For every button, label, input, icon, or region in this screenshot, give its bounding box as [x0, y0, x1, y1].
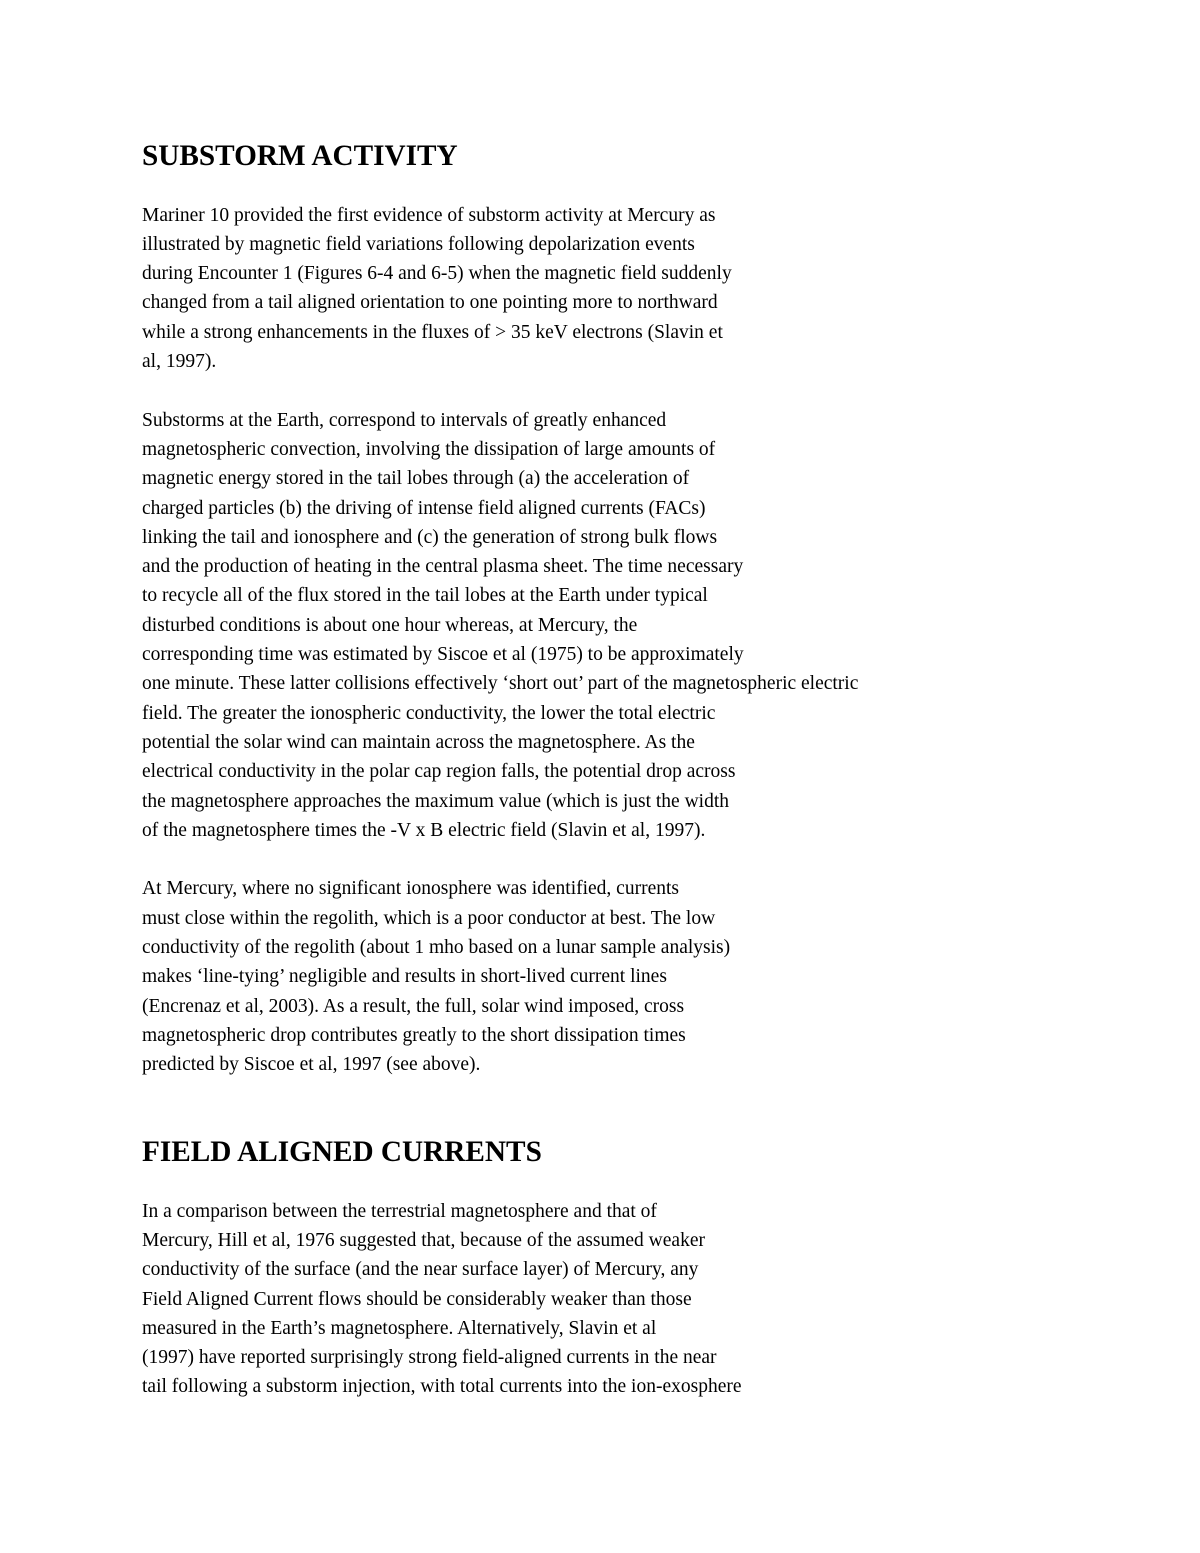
paragraph-mariner-evidence — [142, 201, 1142, 377]
text-line: conductivity of the surface (and the near surface layer) of Mercury, any — [142, 1259, 699, 1281]
text-line: magnetospheric convection, involving the dissipation of large amounts of — [142, 438, 716, 460]
text-line: during Encounter 1 (Figures 6-4 and 6-5) when the magnetic field suddenly — [142, 263, 732, 285]
text-line: field. The greater the ionospheric conductivity, the lower the total electric — [142, 702, 716, 724]
text-line: potential the solar wind can maintain across the magnetosphere. As the — [142, 731, 695, 753]
paragraph-substorms-earth — [142, 406, 1142, 845]
text-line: and the production of heating in the central plasma sheet. The time necessary — [142, 556, 744, 578]
text-line: linking the tail and ionosphere and (c) the generation of strong bulk flows — [142, 526, 718, 548]
paragraph-hill-comparison — [142, 1197, 1142, 1402]
text-line: disturbed conditions is about one hour whereas, at Mercury, the — [142, 614, 638, 636]
text-line: Mariner 10 provided the first evidence of substorm activity at Mercury as — [142, 204, 716, 226]
text-line: to recycle all of the flux stored in the tail lobes at the Earth under typical — [142, 585, 708, 607]
text-line: of the magnetosphere times the -V x B electric field (Slavin et al, 1997). — [142, 819, 706, 841]
text-line: changed from a tail aligned orientation to one pointing more to northward — [142, 292, 718, 314]
text-line: Mercury, Hill et al, 1976 suggested that, because of the assumed weaker — [142, 1229, 705, 1251]
text-line: (1997) have reported surprisingly strong field-aligned currents in the near — [142, 1347, 717, 1369]
section-heading-substorm-activity: SUBSTORM ACTIVITY — [142, 140, 458, 172]
text-line: makes ‘line-tying’ negligible and results in short-lived current lines — [142, 966, 667, 988]
text-line: while a strong enhancements in the fluxes of > 35 keV electrons (Slavin et — [142, 321, 723, 343]
text-line: one minute. These latter collisions effectively ‘short out’ part of the magnetospheric electric — [142, 673, 859, 695]
text-line: measured in the Earth’s magnetosphere. Alternatively, Slavin et al — [142, 1317, 657, 1339]
text-line: At Mercury, where no significant ionosphere was identified, currents — [142, 878, 679, 900]
section-heading-field-aligned-currents: FIELD ALIGNED CURRENTS — [142, 1136, 542, 1169]
text-line: (Encrenaz et al, 2003). As a result, the full, solar wind imposed, cross — [142, 995, 685, 1017]
text-line: al, 1997). — [142, 351, 217, 373]
text-line: In a comparison between the terrestrial magnetosphere and that of — [142, 1200, 657, 1222]
text-line: magnetospheric drop contributes greatly to the short dissipation times — [142, 1024, 686, 1046]
text-line: Field Aligned Current flows should be considerably weaker than those — [142, 1288, 692, 1310]
paragraph-mercury-regolith — [142, 874, 1142, 1079]
text-line: Substorms at the Earth, correspond to intervals of greatly enhanced — [142, 409, 667, 431]
text-line: charged particles (b) the driving of intense field aligned currents (FACs) — [142, 497, 706, 519]
text-line: magnetic energy stored in the tail lobes through (a) the acceleration of — [142, 468, 690, 490]
text-line: tail following a substorm injection, with total currents into the ion-exosphere — [142, 1376, 742, 1398]
text-line: corresponding time was estimated by Siscoe et al (1975) to be approximately — [142, 644, 744, 666]
text-line: the magnetosphere approaches the maximum value (which is just the width — [142, 790, 730, 812]
text-line: illustrated by magnetic field variations following depolarization events — [142, 233, 695, 255]
text-line: must close within the regolith, which is a poor conductor at best. The low — [142, 907, 716, 929]
text-line: electrical conductivity in the polar cap region falls, the potential drop across — [142, 761, 736, 783]
text-line: predicted by Siscoe et al, 1997 (see above). — [142, 1054, 481, 1076]
text-line: conductivity of the regolith (about 1 mho based on a lunar sample analysis) — [142, 937, 731, 959]
document-body — [142, 142, 1142, 1402]
